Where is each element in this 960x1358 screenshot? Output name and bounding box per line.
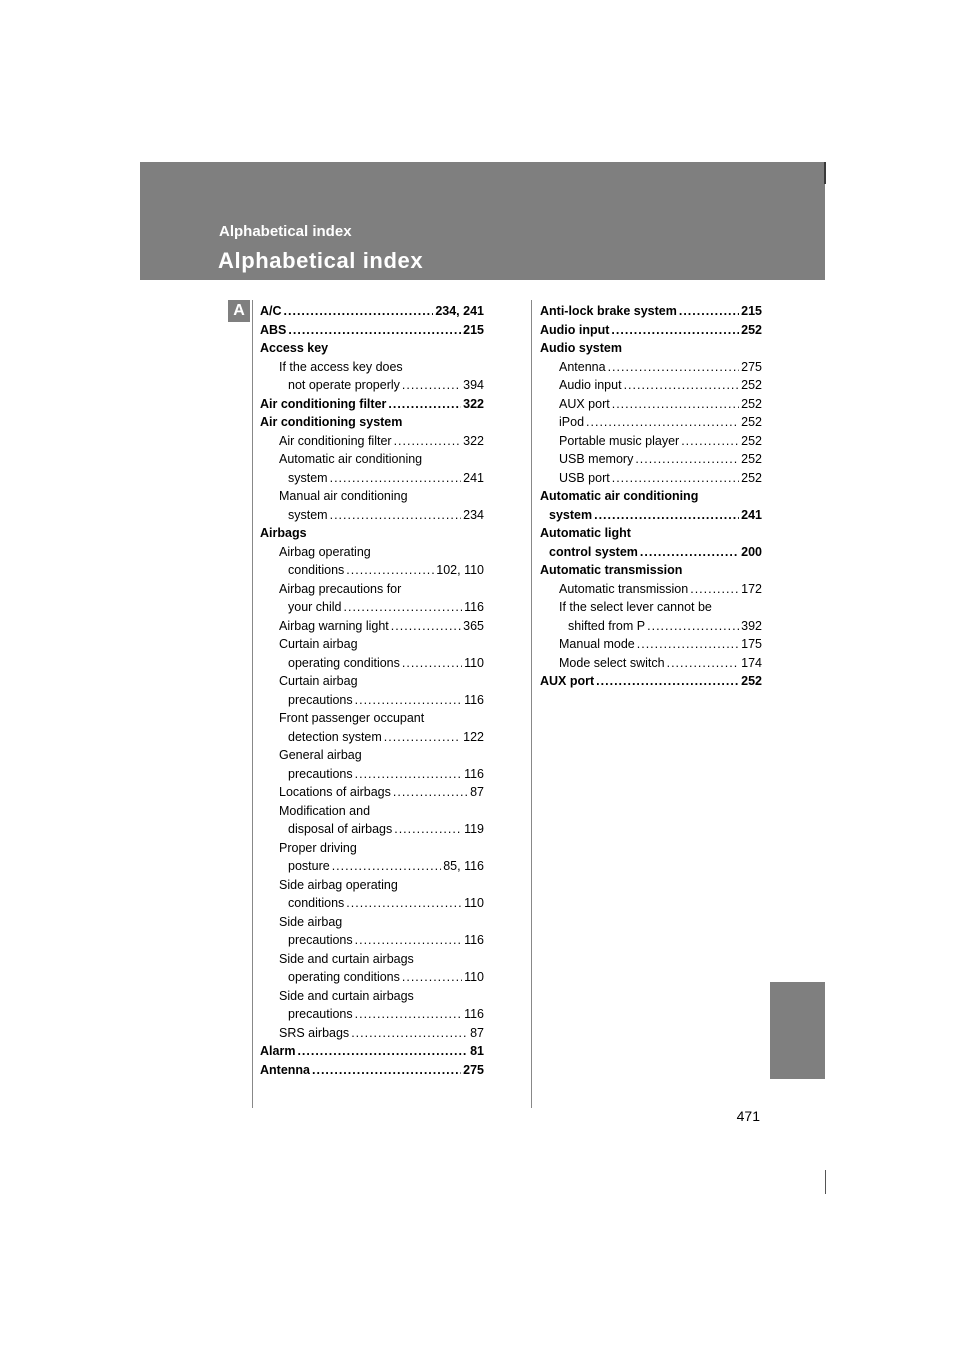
dot-leader (288, 321, 461, 340)
index-entry (260, 765, 484, 784)
index-entry-term: detection system (288, 729, 382, 744)
index-entry-page: 252 (741, 396, 762, 411)
index-entry-term: Audio input (540, 322, 610, 337)
dot-leader (393, 783, 468, 802)
dot-leader (647, 617, 739, 636)
index-entry-term: If the access key does (279, 359, 403, 374)
index-entry-term: Automatic light (540, 526, 631, 540)
index-entry-term: USB memory (559, 452, 634, 466)
index-entry-term: Automatic transmission (559, 581, 689, 596)
thumb-index-tab (770, 982, 825, 1079)
index-entry-page: 365 (463, 618, 484, 633)
index-entry-page: 252 (741, 674, 762, 688)
dot-leader (586, 413, 739, 432)
index-entry (260, 672, 484, 691)
index-entry-term: AUX port (540, 674, 595, 688)
index-entry-term: Air conditioning system (260, 415, 403, 429)
index-entry-page: 275 (741, 359, 762, 374)
dot-leader (351, 1024, 468, 1043)
index-entry (260, 1042, 484, 1061)
index-entry (260, 524, 484, 543)
index-entry-term: Alarm (260, 1044, 296, 1058)
index-entry-page: 252 (741, 322, 762, 337)
index-entry (540, 506, 762, 525)
index-entry-page: 252 (741, 452, 762, 466)
dot-leader (344, 598, 463, 617)
index-entry-term: operating conditions (288, 655, 400, 670)
index-entry-term: USB port (559, 470, 610, 485)
index-entry (540, 617, 762, 636)
index-entry-term: disposal of airbags (288, 822, 393, 836)
index-entry-page: 174 (741, 655, 762, 670)
index-entry-page: 252 (741, 415, 762, 429)
index-entry-page: 110 (464, 655, 484, 670)
index-entry (260, 968, 484, 987)
dot-leader (596, 672, 739, 691)
index-entry (260, 876, 484, 895)
index-entry (260, 839, 484, 858)
index-entry-term: system (549, 507, 593, 522)
chapter-header-title: Alphabetical index (218, 248, 424, 273)
index-entry-page: 322 (463, 433, 484, 448)
index-entry-term: precautions (288, 692, 353, 707)
index-entry (540, 432, 762, 451)
index-entry-page: 394 (463, 378, 484, 392)
index-entry-term: not operate properly (288, 378, 400, 392)
index-entry-term: Proper driving (279, 840, 357, 855)
index-entry-term: posture (288, 859, 330, 873)
page-number: 471 (736, 1108, 760, 1124)
index-entry-term: SRS airbags (279, 1025, 350, 1040)
index-entry (260, 635, 484, 654)
index-entry-page: 116 (464, 1007, 484, 1021)
index-entry (260, 376, 484, 395)
index-entry-term: your child (288, 600, 342, 614)
index-entry-page: 200 (741, 544, 762, 559)
dot-leader (355, 1005, 462, 1024)
index-entry-page: 85, 116 (443, 859, 484, 873)
index-entry (260, 894, 484, 913)
index-entry-page: 215 (463, 322, 484, 337)
index-entry (260, 506, 484, 525)
index-entry-page: 392 (741, 618, 762, 633)
index-entry (540, 524, 762, 543)
dot-leader (346, 894, 462, 913)
dot-leader (332, 857, 442, 876)
dot-leader (594, 506, 739, 525)
index-entry (260, 617, 484, 636)
index-entry-term: control system (549, 544, 638, 559)
dot-leader (388, 395, 461, 414)
dot-leader (284, 302, 434, 321)
index-entry-term: Audio system (540, 341, 622, 355)
index-entry (260, 580, 484, 599)
index-entry-term: Antenna (260, 1062, 310, 1077)
index-column-right (540, 302, 762, 691)
index-entry-term: Front passenger occupant (279, 711, 425, 725)
dot-leader (640, 543, 739, 562)
index-entry-page: 241 (741, 507, 762, 522)
index-entry (540, 358, 762, 377)
dot-leader (355, 765, 462, 784)
index-entry-term: Air conditioning filter (279, 433, 392, 448)
index-entry (260, 450, 484, 469)
index-entry-term: Automatic air conditioning (279, 452, 423, 466)
dot-leader (330, 469, 462, 488)
index-entry-term: Manual air conditioning (279, 489, 408, 503)
dot-leader (637, 635, 739, 654)
dot-leader (679, 302, 739, 321)
dot-leader (612, 395, 739, 414)
index-entry-page: 102, 110 (436, 563, 484, 577)
index-entry-term: Automatic air conditioning (540, 489, 699, 503)
index-entry (260, 598, 484, 617)
dot-leader (394, 432, 462, 451)
index-entry-term: Air conditioning filter (260, 396, 387, 411)
index-entry-page: 87 (470, 785, 484, 799)
index-entry-term: precautions (288, 1007, 353, 1021)
index-entry-page: 215 (741, 304, 762, 318)
index-entry (540, 469, 762, 488)
index-entry (260, 1061, 484, 1080)
index-entry (260, 913, 484, 932)
index-entry (540, 413, 762, 432)
index-entry (540, 376, 762, 395)
index-entry (260, 395, 484, 414)
dot-leader (612, 469, 739, 488)
index-entry-page: 241 (463, 470, 484, 485)
dot-leader (402, 654, 462, 673)
index-entry-page: 275 (463, 1062, 484, 1077)
crop-mark-bottom (825, 1170, 826, 1194)
index-entry-page: 122 (463, 729, 484, 744)
index-entry (260, 820, 484, 839)
dot-leader (391, 617, 461, 636)
index-entry (540, 561, 762, 580)
index-entry-term: Antenna (559, 359, 606, 374)
index-entry (260, 358, 484, 377)
index-entry-term: Side airbag operating (279, 877, 398, 892)
index-entry-page: 234 (463, 507, 484, 522)
dot-leader (402, 376, 461, 395)
index-entry (260, 950, 484, 969)
index-entry (260, 746, 484, 765)
index-entry-term: Airbags (260, 526, 307, 540)
dot-leader (312, 1061, 461, 1080)
index-entry (260, 302, 484, 321)
dot-leader (608, 358, 740, 377)
index-entry (540, 321, 762, 340)
index-entry (540, 395, 762, 414)
dot-leader (394, 820, 462, 839)
index-entry-term: If the select lever cannot be (559, 600, 712, 614)
index-entry-term: ABS (260, 322, 287, 337)
dot-leader (355, 691, 462, 710)
index-entry-term: system (288, 470, 328, 485)
index-entry-term: General airbag (279, 748, 362, 762)
index-entry (260, 432, 484, 451)
index-entry (260, 691, 484, 710)
index-entry (260, 1005, 484, 1024)
index-entry (260, 709, 484, 728)
index-entry (260, 561, 484, 580)
index-entry-page: 252 (741, 433, 762, 448)
dot-leader (297, 1042, 468, 1061)
dot-leader (346, 561, 434, 580)
index-entry-term: Audio input (559, 378, 622, 392)
index-entry-page: 172 (741, 581, 762, 596)
index-entry-term: shifted from P (568, 618, 646, 633)
index-entry-page: 175 (741, 637, 762, 651)
index-entry-page: 110 (464, 970, 484, 984)
index-entry-term: precautions (288, 766, 353, 781)
index-entry (260, 487, 484, 506)
index-entry (540, 598, 762, 617)
index-entry (260, 987, 484, 1006)
column-divider-middle (531, 300, 532, 1108)
index-entry-term: AUX port (559, 396, 610, 411)
index-entry-page: 87 (470, 1025, 484, 1040)
index-entry-page: 234, 241 (435, 304, 484, 318)
index-entry-page: 116 (464, 692, 484, 707)
dot-leader (681, 432, 739, 451)
index-entry (540, 654, 762, 673)
index-entry-term: Anti-lock brake system (540, 304, 677, 318)
dot-leader (611, 321, 739, 340)
index-entry-term: precautions (288, 933, 353, 947)
index-entry-term: Side airbag (279, 914, 343, 929)
index-entry-term: Portable music player (559, 433, 680, 448)
index-entry-term: A/C (260, 304, 282, 318)
index-entry (540, 543, 762, 562)
index-entry-term: Curtain airbag (279, 637, 358, 651)
index-entry-term: Modification and (279, 803, 371, 818)
dot-leader (384, 728, 461, 747)
index-entry-term: Mode select switch (559, 655, 665, 670)
index-entry-page: 119 (464, 822, 484, 836)
index-entry (260, 783, 484, 802)
index-entry-page: 252 (741, 470, 762, 485)
index-entry-term: Side and curtain airbags (279, 988, 414, 1003)
index-entry-term: operating conditions (288, 970, 400, 984)
index-entry-term: conditions (288, 563, 345, 577)
dot-leader (330, 506, 462, 525)
dot-leader (402, 968, 462, 987)
index-entry-page: 322 (463, 396, 484, 411)
index-entry (540, 487, 762, 506)
crop-mark-top (824, 162, 826, 184)
index-entry-page: 81 (470, 1044, 484, 1058)
index-entry (260, 654, 484, 673)
index-entry (260, 543, 484, 562)
index-entry-page: 116 (464, 766, 484, 781)
index-entry-page: 110 (464, 896, 484, 910)
index-entry-term: Curtain airbag (279, 674, 358, 688)
index-entry (260, 728, 484, 747)
index-entry (540, 672, 762, 691)
index-entry (540, 635, 762, 654)
index-entry-term: conditions (288, 896, 345, 910)
dot-leader (635, 450, 739, 469)
index-entry (260, 469, 484, 488)
index-entry (540, 450, 762, 469)
dot-leader (667, 654, 740, 673)
section-letter-tab: A (228, 300, 250, 322)
index-entry (260, 1024, 484, 1043)
index-entry-term: Side and curtain airbags (279, 951, 414, 966)
index-entry-term: Manual mode (559, 637, 635, 651)
index-entry-term: iPod (559, 415, 585, 429)
index-entry-term: Automatic transmission (540, 563, 683, 577)
index-entry-term: Locations of airbags (279, 785, 391, 799)
index-entry (260, 931, 484, 950)
index-entry (260, 857, 484, 876)
dot-leader (624, 376, 740, 395)
chapter-header-small-title: Alphabetical index (219, 223, 352, 240)
index-entry (540, 580, 762, 599)
index-entry-term: Airbag precautions for (279, 581, 402, 596)
index-entry-term: Access key (260, 341, 329, 355)
index-entry (540, 339, 762, 358)
index-entry-page: 116 (464, 933, 484, 947)
index-entry-term: Airbag operating (279, 544, 371, 559)
dot-leader (690, 580, 739, 599)
dot-leader (355, 931, 462, 950)
index-entry (260, 339, 484, 358)
index-entry (260, 802, 484, 821)
index-entry-page: 116 (464, 600, 484, 614)
index-entry-term: system (288, 507, 328, 522)
index-entry (260, 321, 484, 340)
index-entry-page: 252 (741, 378, 762, 392)
index-entry-term: Airbag warning light (279, 618, 389, 633)
index-column-left (260, 302, 484, 1079)
index-entry (260, 413, 484, 432)
index-entry (540, 302, 762, 321)
column-divider-left (252, 300, 253, 1108)
